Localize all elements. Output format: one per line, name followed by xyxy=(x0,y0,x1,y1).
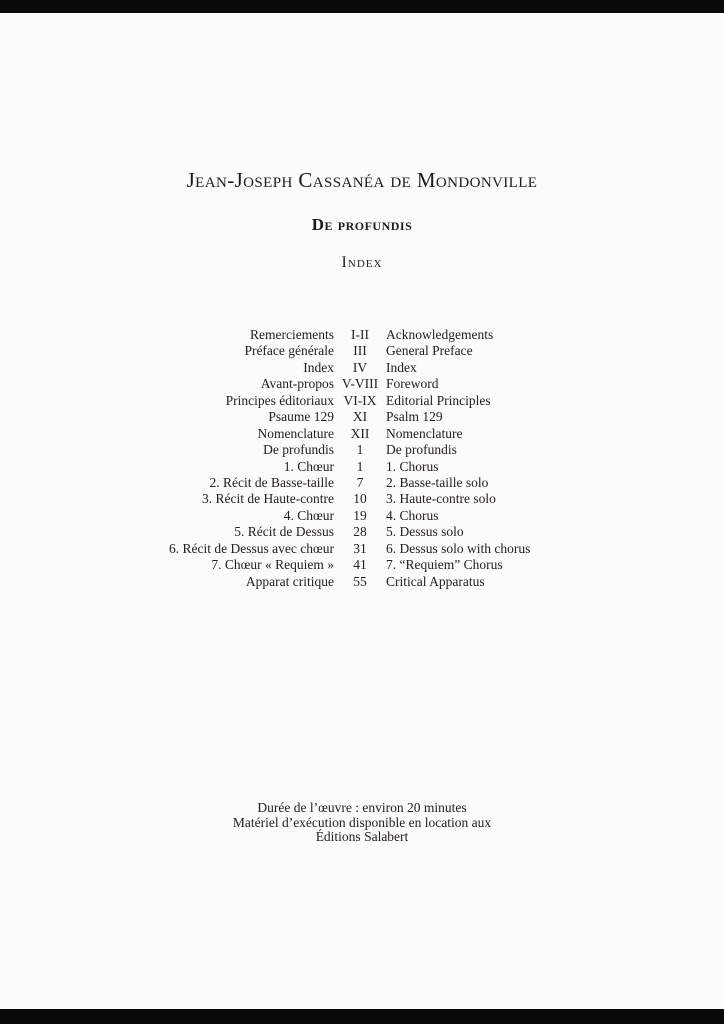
index-table xyxy=(158,327,636,590)
index-entry-page: 7 xyxy=(356,474,364,490)
index-entry-en: Index xyxy=(386,359,417,375)
index-entry-en: Psalm 129 xyxy=(386,409,443,425)
index-entry-page: XI xyxy=(352,409,368,425)
index-entry-page: 10 xyxy=(353,491,367,507)
work-title: De profundis xyxy=(311,215,413,234)
footer-line-duration: Durée de l’œuvre : environ 20 minutes xyxy=(257,800,467,815)
index-entry-fr: Préface générale xyxy=(244,343,334,359)
index-entry-en: Critical Apparatus xyxy=(386,573,485,589)
index-entry-en: 4. Chorus xyxy=(386,507,439,523)
index-entry-en: General Preface xyxy=(386,343,473,359)
index-row xyxy=(158,491,636,507)
index-entry-en: 7. “Requiem” Chorus xyxy=(386,557,503,573)
index-row xyxy=(158,327,636,343)
index-entry-fr: Apparat critique xyxy=(245,573,334,589)
index-entry-en: 3. Haute-contre solo xyxy=(386,491,496,507)
index-entry-fr: 7. Chœur « Requiem » xyxy=(211,557,334,573)
index-entry-fr: De profundis xyxy=(263,442,334,458)
index-row xyxy=(158,376,636,392)
index-entry-page: VI-IX xyxy=(343,392,377,408)
index-entry-en: Foreword xyxy=(386,376,439,392)
index-row xyxy=(158,459,636,475)
index-entry-page: 41 xyxy=(353,557,367,573)
index-entry-page: III xyxy=(353,343,367,359)
index-entry-page: 28 xyxy=(353,524,367,540)
index-entry-fr: Avant-propos xyxy=(260,376,334,392)
footer-line-rental: Matériel d’exécution disponible en location aux xyxy=(232,814,492,830)
index-entry-en: Editorial Principles xyxy=(386,392,491,408)
footer-note xyxy=(0,801,724,845)
index-entry-fr: 1. Chœur xyxy=(283,458,334,474)
index-entry-en: 2. Basse-taille solo xyxy=(386,474,489,490)
index-entry-fr: 6. Récit de Dessus avec chœur xyxy=(169,540,334,556)
index-entry-fr: Nomenclature xyxy=(257,425,334,441)
scan-edge-bottom xyxy=(0,1009,724,1024)
index-entry-page: 1 xyxy=(356,458,364,474)
composer-title: Jean-Joseph Cassanéa de Mondonville xyxy=(186,168,538,192)
index-entry-en: 6. Dessus solo with chorus xyxy=(386,540,531,556)
index-row xyxy=(158,426,636,442)
index-entry-en: 1. Chorus xyxy=(386,458,439,474)
scan-edge-top xyxy=(0,0,724,13)
index-entry-fr: Principes éditoriaux xyxy=(225,392,334,408)
index-heading: Index xyxy=(341,254,383,271)
index-entry-en: 5. Dessus solo xyxy=(386,524,464,540)
index-entry-fr: 5. Récit de Dessus xyxy=(234,524,334,540)
index-entry-page: 1 xyxy=(356,442,364,458)
index-entry-page: V-VIII xyxy=(341,376,379,392)
index-row xyxy=(158,524,636,540)
index-entry-page: 31 xyxy=(353,540,367,556)
index-entry-fr: Psaume 129 xyxy=(268,409,334,425)
index-row xyxy=(158,508,636,524)
index-row xyxy=(158,475,636,491)
index-entry-en: De profundis xyxy=(386,442,457,458)
index-entry-fr: Index xyxy=(303,359,334,375)
index-row xyxy=(158,409,636,425)
index-entry-en: Acknowledgements xyxy=(386,327,494,342)
index-row xyxy=(158,343,636,359)
index-row xyxy=(158,393,636,409)
index-row xyxy=(158,557,636,573)
index-entry-page: 19 xyxy=(353,507,367,523)
index-entry-page: I-II xyxy=(351,327,369,342)
index-row xyxy=(158,442,636,458)
index-entry-fr: Remerciements xyxy=(250,327,334,342)
index-entry-en: Nomenclature xyxy=(386,425,463,441)
index-entry-fr: 2. Récit de Basse-taille xyxy=(209,474,334,490)
index-row xyxy=(158,574,636,590)
index-row xyxy=(158,360,636,376)
index-entry-page: IV xyxy=(352,359,368,375)
index-entry-page: XII xyxy=(350,425,370,441)
index-entry-fr: 4. Chœur xyxy=(283,507,334,523)
footer-line-publisher: Éditions Salabert xyxy=(315,829,409,844)
index-entry-page: 55 xyxy=(353,573,367,589)
index-row xyxy=(158,541,636,557)
index-entry-fr: 3. Récit de Haute-contre xyxy=(202,491,334,507)
